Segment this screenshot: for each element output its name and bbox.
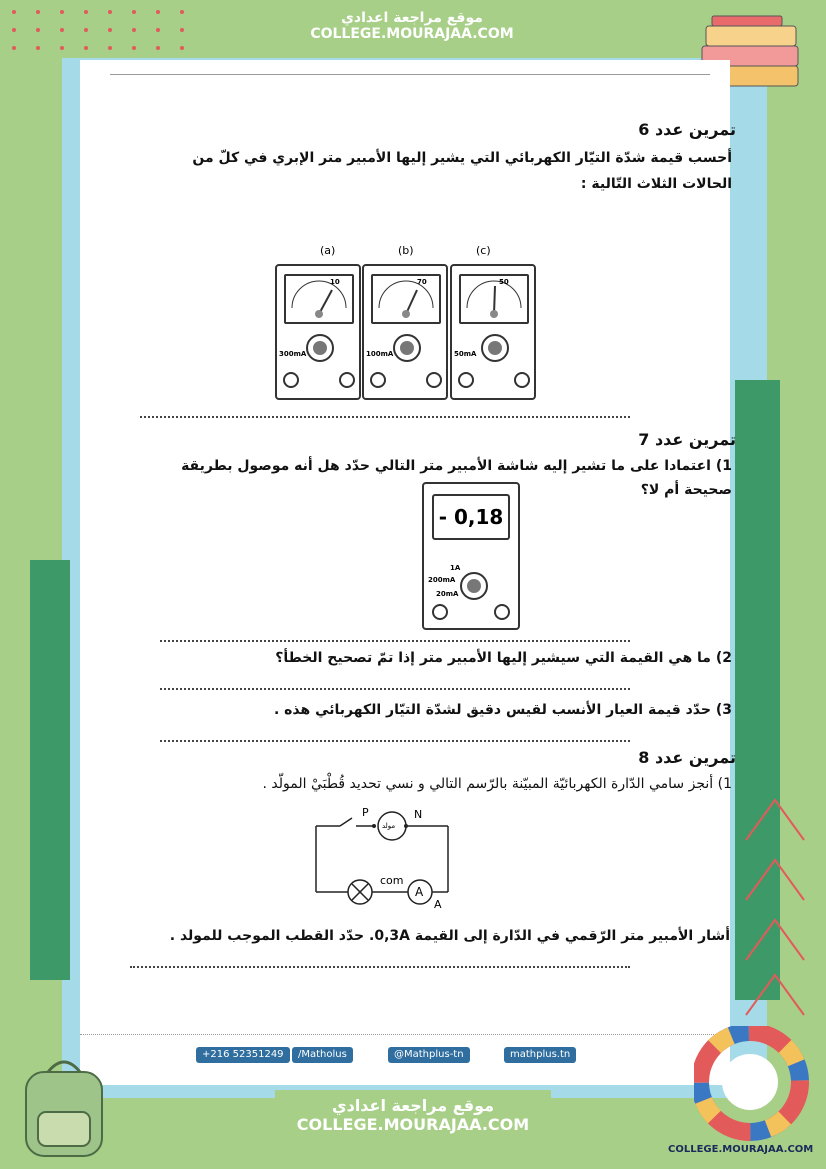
terminal-pos-b [426, 372, 442, 388]
analog-ammeter-a [275, 264, 361, 400]
ammeter-display: - 0,18 [432, 494, 510, 540]
scale-b: 70 [417, 278, 427, 286]
footer-site-url[interactable]: COLLEGE.MOURAJAA.COM [296, 1115, 530, 1134]
terminal-a-label: A [434, 898, 442, 911]
analog-ammeter-c [450, 264, 536, 400]
footer-facebook[interactable]: /Matholus [292, 1047, 353, 1063]
calibre-b: 100mA [366, 350, 394, 358]
calibre-200ma: 200mA [428, 576, 456, 584]
generator-label: مولد [382, 822, 396, 830]
exercise7-q1-line2: صحيحة أم لا؟ [640, 482, 732, 498]
selector-knob-a [306, 334, 334, 362]
exercise8-q1: 1) أنجز سامي الدّارة الكهربائيّة المبيّنة بالرّسم التالي و نسي تحديد قُطْبَيْ المولّد . [262, 776, 732, 792]
frame-accent-left [30, 560, 70, 980]
footer-phone[interactable]: +216 52351249 [196, 1047, 290, 1063]
exercise7-q2: 2) ما هي القيمة التي سيشير إليها الأمبير متر إذا تمّ تصحيح الخطأ؟ [275, 650, 732, 666]
calibre-20ma: 20mA [436, 590, 459, 598]
scale-a: 10 [330, 278, 340, 286]
footer-website[interactable]: mathplus.tn [504, 1047, 576, 1063]
terminal-neg [432, 604, 448, 620]
answer-line [160, 640, 630, 642]
exercise6-title: تمرين عدد 6 [638, 120, 736, 139]
analog-ammeter-b [362, 264, 448, 400]
terminal-pos [494, 604, 510, 620]
terminal-pos-a [339, 372, 355, 388]
terminal-pos-c [514, 372, 530, 388]
dial-b [371, 274, 441, 324]
pole-p-label: P [362, 806, 369, 819]
pole-n-label: N [414, 808, 423, 821]
selector-knob-b [393, 334, 421, 362]
answer-line [160, 740, 630, 742]
exercise6-text-1: أحسب قيمة شدّة التيّار الكهربائي التي يشير إليها الأمبير متر الإبري في كلّ من [192, 150, 732, 166]
exercise7-q1-line1: 1) اعتمادا على ما تشير إليه شاشة الأمبير متر التالي حدّد هل أنه موصول بطريقة [181, 458, 732, 474]
footer-banner [275, 1090, 551, 1156]
calibre-c: 50mA [454, 350, 477, 358]
calibre-1a: 1A [450, 564, 461, 572]
footer-rule [80, 1034, 730, 1035]
calibre-a: 300mA [279, 350, 307, 358]
college-logo-icon [694, 1026, 814, 1141]
logo-url[interactable]: COLLEGE.MOURAJAA.COM [668, 1144, 814, 1155]
backpack-icon [12, 1050, 116, 1160]
terminal-neg-a [283, 372, 299, 388]
answer-line [140, 416, 630, 418]
decor-dots [12, 10, 202, 50]
exercise6-text-2: الحالات الثلاث التّالية : [580, 176, 732, 192]
footer-youtube[interactable]: @Mathplus-tn [388, 1047, 470, 1063]
dial-a [284, 274, 354, 324]
com-label: com [380, 874, 404, 887]
exercise8-q2: أشار الأمبير متر الرّقمي في الدّارة إلى القيمة 0,3A. حدّد القطب الموجب للمولد . [169, 928, 730, 944]
meter-a-label: (a) [320, 244, 336, 257]
footer-site-name: موقع مراجعة اعدادي [331, 1096, 495, 1115]
meter-b-label: (b) [398, 244, 414, 257]
digital-ammeter [422, 482, 520, 630]
ammeter-symbol-label: A [415, 885, 424, 899]
selector-knob-c [481, 334, 509, 362]
header-banner [263, 6, 561, 58]
exercise8-title: تمرين عدد 8 [638, 748, 736, 767]
scale-c: 50 [499, 278, 509, 286]
selector-knob [460, 572, 488, 600]
terminal-neg-b [370, 372, 386, 388]
exercise7-q3: 3) حدّد قيمة العيار الأنسب لقيس دقيق لشدّة التيّار الكهربائي هذه . [273, 702, 732, 718]
answer-line [130, 966, 630, 968]
site-url[interactable]: COLLEGE.MOURAJAA.COM [310, 26, 514, 42]
top-rule [110, 74, 710, 75]
answer-line [160, 688, 630, 690]
meter-c-label: (c) [476, 244, 491, 257]
site-name: موقع مراجعة اعدادي [341, 10, 483, 26]
terminal-neg-c [458, 372, 474, 388]
exercise7-title: تمرين عدد 7 [638, 430, 736, 449]
chevron-decor-icon [740, 790, 810, 1020]
dial-c [459, 274, 529, 324]
